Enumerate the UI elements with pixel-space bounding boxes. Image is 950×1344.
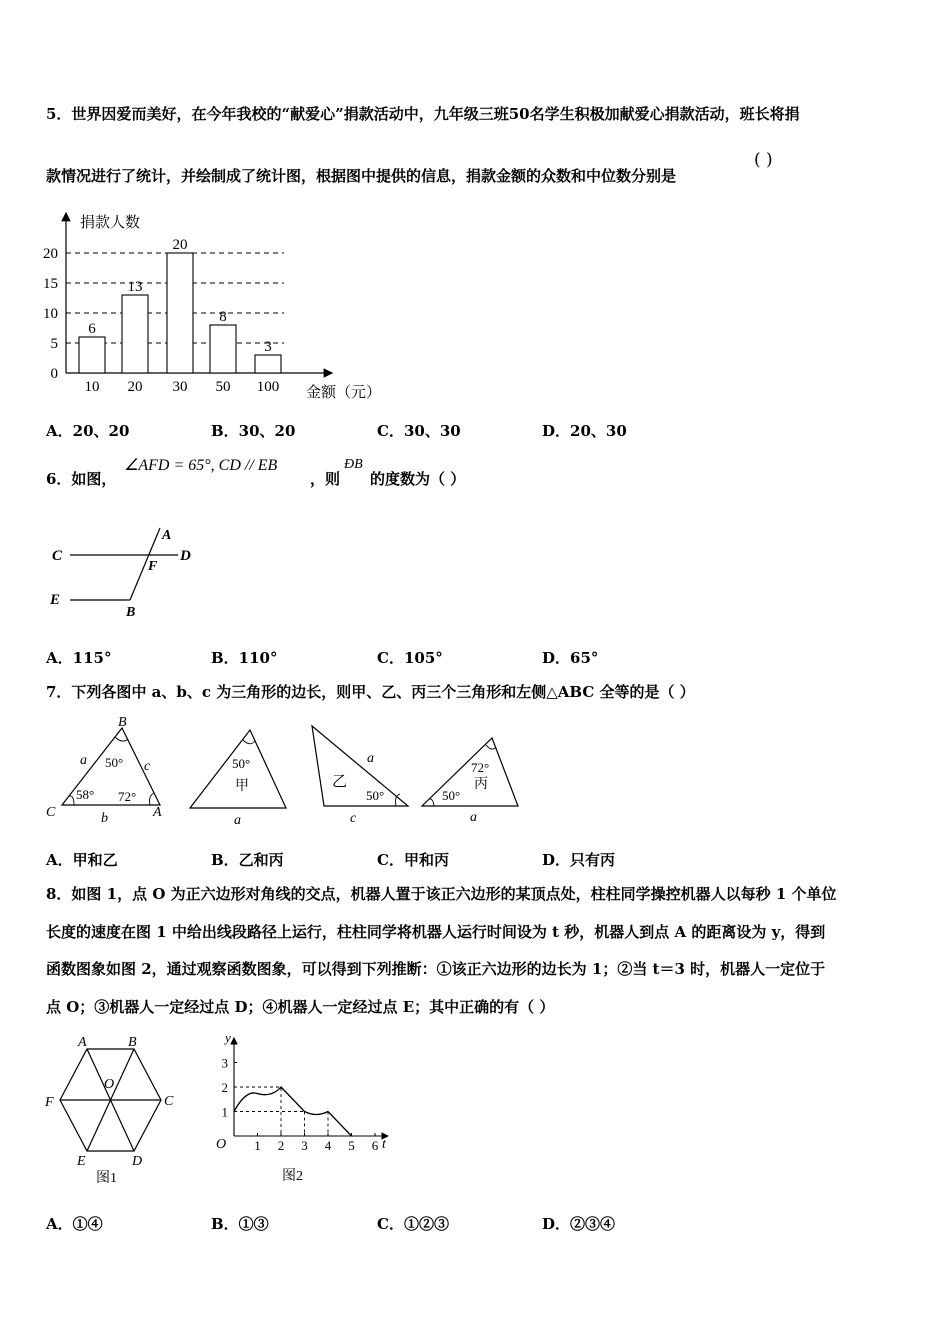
label-b: B (126, 605, 136, 620)
q8-line4: 点 O；③机器人一定经过点 D；④机器人一定经过点 E；其中正确的有（ ） (46, 998, 555, 1016)
q6-angle-b: ÐB (344, 457, 363, 472)
hex-label-d: D (132, 1154, 143, 1169)
chart-bar (122, 295, 148, 373)
hex-label-e: E (77, 1154, 86, 1169)
q8-line2: 长度的速度在图 1 中给出线段路径上运行，柱柱同学将机器人运行时间设为 t 秒，机器人到点 A 的距离设为 y，得到 (46, 923, 826, 941)
q6-suffix: 的度数为（ ） (370, 470, 466, 488)
q6-middle: ，则 (310, 470, 341, 488)
yi-side-top: a (367, 751, 374, 766)
yi-name: 乙 (332, 774, 348, 790)
q8-option-b[interactable]: B．①③ (211, 1215, 269, 1233)
jia-angle: 50° (232, 756, 251, 771)
abc-angle-b: 50° (105, 755, 124, 770)
chart-bar (79, 337, 105, 373)
jia-side: a (234, 813, 241, 828)
graph-curve (234, 1087, 352, 1136)
q6-option-d[interactable]: D．65° (542, 649, 599, 667)
chart-ytick: 15 (43, 276, 58, 292)
chart-ytick: 5 (50, 336, 58, 352)
yi-angle: 50° (366, 788, 385, 803)
chart-ytick: 20 (43, 246, 58, 262)
graph-xtick: 2 (277, 1138, 285, 1153)
label-f: F (148, 559, 158, 574)
graph-t-label: t (382, 1137, 386, 1152)
q5-line1: 5．世界因爱而美好，在今年我校的“献爱心”捐款活动中，九年级三班50名学生积极加献爱心捐款活动，班长将捐 (46, 105, 800, 123)
graph-xtick: 3 (301, 1138, 308, 1153)
q5-answer-paren: ( ) (754, 150, 773, 170)
abc-side-b: b (101, 811, 108, 826)
q8-line1: 8．如图 1，点 O 为正六边形对角线的交点，机器人置于该正六边形的某顶点处，柱柱同学操控机器人以每秒 1 个单位 (46, 885, 837, 903)
q6-formula: ∠AFD = 65°, CD // EB (124, 457, 278, 474)
abc-label-a: A (153, 805, 162, 820)
chart-ytick: 0 (50, 366, 58, 382)
chart-xlabel: 金额（元） (306, 385, 382, 401)
chart-xtick: 30 (172, 379, 188, 395)
label-c: C (52, 548, 63, 564)
q8-line3: 函数图象如图 2，通过观察函数图象，可以得到下列推断：①该正六边形的边长为 1；②当 t＝3 时，机器人一定位于 (46, 960, 826, 978)
q5-option-c[interactable]: C．30、30 (377, 422, 461, 440)
q5-option-b[interactable]: B．30、20 (211, 422, 296, 440)
graph-ytick: 1 (221, 1104, 228, 1120)
q8-function-graph (210, 1030, 400, 1190)
chart-xtick: 50 (215, 379, 231, 395)
abc-side-c: c (144, 759, 151, 774)
chart-xtick: 10 (84, 379, 100, 395)
abc-angle-c: 58° (76, 787, 95, 802)
q8-hexagon-figure (40, 1032, 190, 1192)
q6-option-c[interactable]: C．105° (377, 649, 443, 667)
chart-data-label: 6 (88, 321, 96, 337)
q6-option-a[interactable]: A．115° (46, 649, 112, 667)
abc-label-c: C (46, 805, 56, 820)
graph-ytick: 2 (221, 1080, 228, 1095)
hex-caption: 图1 (96, 1171, 117, 1186)
graph-ytick: 3 (221, 1055, 228, 1071)
q7-option-b[interactable]: B．乙和丙 (211, 851, 284, 869)
graph-xtick: 6 (371, 1138, 379, 1153)
bing-angle-top: 72° (471, 760, 490, 775)
chart-data-label: 20 (172, 237, 188, 253)
label-d: D (180, 548, 191, 564)
triangle-bing (422, 738, 518, 806)
q6-option-b[interactable]: B．110° (211, 649, 278, 667)
q6-figure (40, 520, 210, 625)
chart-data-label: 3 (264, 339, 272, 355)
hex-label-b: B (128, 1035, 137, 1050)
jia-name: 甲 (235, 779, 249, 794)
q5-option-d[interactable]: D．20、30 (542, 422, 627, 440)
chart-bar (167, 253, 193, 373)
hex-label-a: A (78, 1035, 87, 1050)
label-e: E (50, 592, 61, 608)
chart-data-label: 8 (219, 309, 227, 325)
bing-side: a (470, 810, 477, 825)
q7-option-c[interactable]: C．甲和丙 (377, 851, 449, 869)
q7-figures (40, 710, 530, 830)
bing-angle: 50° (442, 788, 461, 803)
q7-option-a[interactable]: A．甲和乙 (46, 851, 118, 869)
bing-name: 丙 (474, 777, 488, 792)
q8-option-c[interactable]: C．①②③ (377, 1215, 449, 1233)
q7-text: 7．下列各图中 a、b、c 为三角形的边长，则甲、乙、丙三个三角形和左侧△ABC 全等的是（ ） (46, 683, 695, 701)
chart-data-label: 13 (127, 279, 143, 295)
chart-xtick: 20 (127, 379, 143, 395)
hex-label-o: O (104, 1077, 115, 1092)
abc-side-a: a (80, 753, 87, 768)
chart-bar (210, 325, 236, 373)
q5-bar-chart (40, 205, 400, 405)
yi-side: c (350, 811, 357, 826)
q7-option-d[interactable]: D．只有丙 (542, 851, 616, 869)
hex-label-c: C (164, 1094, 174, 1109)
q8-option-d[interactable]: D．②③④ (542, 1215, 616, 1233)
q6-prefix: 6．如图， (46, 470, 117, 488)
graph-caption: 图2 (282, 1169, 303, 1184)
label-a: A (162, 528, 172, 543)
chart-ylabel: 捐款人数 (80, 215, 141, 231)
q5-option-a[interactable]: A．20、20 (46, 422, 130, 440)
chart-xtick: 100 (256, 379, 280, 395)
q8-option-a[interactable]: A．①④ (46, 1215, 103, 1233)
chart-bar (255, 355, 281, 373)
graph-xtick: 4 (324, 1138, 332, 1153)
hex-label-f: F (45, 1095, 54, 1110)
abc-label-b: B (118, 715, 127, 730)
graph-y-label: y (225, 1030, 231, 1045)
graph-xtick: 5 (348, 1138, 355, 1153)
abc-angle-a: 72° (118, 789, 137, 804)
q5-line2: 款情况进行了统计，并绘制成了统计图，根据图中提供的信息，捐款金额的众数和中位数分别是 (46, 167, 677, 185)
triangle-yi (312, 726, 408, 806)
graph-origin: O (216, 1137, 227, 1152)
chart-ytick: 10 (43, 306, 58, 322)
graph-xtick: 1 (254, 1138, 261, 1153)
